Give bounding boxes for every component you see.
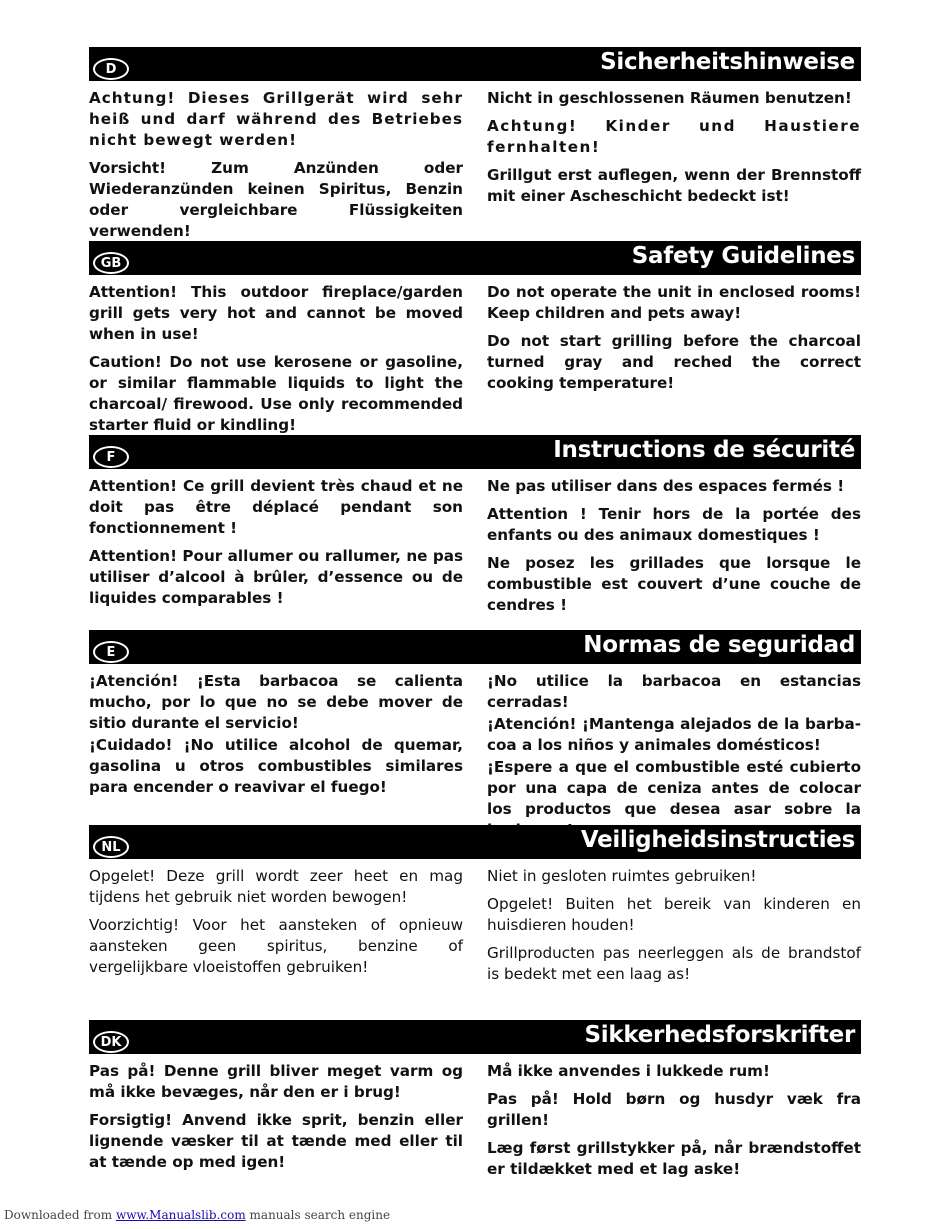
- safety-text: Attention! Ce grill devient très chaud et ne doit pas être déplacé pendant son fonctionnement !: [89, 477, 463, 537]
- section-title: Veiligheidsinstructies: [580, 827, 855, 853]
- left-column: [89, 88, 463, 249]
- section-title: Sicherheitshinweise: [600, 49, 855, 75]
- safety-text: Ne posez les grillades que lorsque le combustible est couvert d’une couche de cendres !: [487, 554, 861, 614]
- left-column: [89, 476, 463, 623]
- safety-text: Må ikke anvendes i lukkede rum!: [487, 1062, 770, 1080]
- safety-text: Forsigtig! Anvend ikke sprit, benzin eller lignende væsker til at tænde med eller til at tænde op med igen!: [89, 1111, 463, 1171]
- section-dk: [89, 1020, 861, 1187]
- safety-text: Pas på! Denne grill bliver meget varm og må ikke bevæges, når den er i brug!: [89, 1062, 463, 1101]
- section-title: Instructions de sécurité: [553, 437, 855, 463]
- section-title: Normas de seguridad: [583, 632, 855, 658]
- right-column: [487, 671, 861, 848]
- safety-text: ¡Cuidado! ¡No utilice alcohol de quemar, gasolina u otros combustibles similares para encender o reavivar el fuego!: [89, 736, 463, 796]
- left-column: [89, 671, 463, 848]
- safety-text: Læg først grillstykker på, når brændstoffet er tildækket med et lag aske!: [487, 1139, 861, 1178]
- safety-text: Opgelet! Buiten het bereik van kinderen en huisdieren houden!: [487, 895, 861, 934]
- safety-text: Do not start grilling before the charcoal turned gray and reched the correct cooking temperature!: [487, 332, 861, 392]
- right-column: [487, 866, 861, 992]
- safety-text: Nicht in geschlossenen Räumen benutzen!: [487, 89, 852, 107]
- safety-text: ¡Atención! ¡Mantenga alejados de la barba-coa a los niños y animales domésticos!: [487, 715, 861, 754]
- safety-text: Voorzichtig! Voor het aansteken of opnieuw aansteken geen spiritus, benzine of vergelijkbare vloeistoffen gebruiken!: [89, 916, 463, 976]
- language-badge: E: [93, 641, 129, 663]
- safety-text: Attention! This outdoor fireplace/garden grill gets very hot and cannot be moved when in use!: [89, 283, 463, 343]
- section-nl: [89, 825, 861, 992]
- right-column: [487, 282, 861, 443]
- safety-text: Grillproducten pas neerleggen als de brandstof is bedekt met een laag as!: [487, 944, 861, 983]
- safety-text: Achtung! Dieses Grillgerät wird sehr heiß und darf während des Betriebes nicht bewegt werden!: [89, 89, 463, 149]
- section-header: [89, 630, 861, 664]
- safety-text: ¡Atención! ¡Esta barbacoa se calienta mucho, por lo que no se debe mover de sitio durante el servicio!: [89, 672, 463, 732]
- right-column: [487, 476, 861, 623]
- language-badge: GB: [93, 252, 129, 274]
- safety-text: ¡Espere a que el combustible esté cubierto por una capa de ceniza antes de colocar los productos que desea asar sobre la: [487, 758, 861, 818]
- footer: [4, 1208, 390, 1222]
- language-badge: D: [93, 58, 129, 80]
- section-header: [89, 435, 861, 469]
- safety-text: Niet in gesloten ruimtes gebruiken!: [487, 867, 757, 885]
- right-column: [487, 88, 861, 249]
- language-badge: DK: [93, 1031, 129, 1053]
- language-badge: F: [93, 446, 129, 468]
- safety-text: Do not operate the unit in enclosed rooms! Keep children and pets away!: [487, 283, 861, 322]
- safety-text: Caution! Do not use kerosene or gasoline, or similar flammable liquids to light the charcoal/ firewood. Use only recommended starter fluid or kindling!: [89, 353, 463, 434]
- manualslib-link[interactable]: www.Manualslib.com: [115, 1208, 246, 1222]
- section-de: [89, 47, 861, 249]
- language-badge: NL: [93, 836, 129, 858]
- section-title: Sikkerhedsforskrifter: [584, 1022, 855, 1048]
- safety-text: ¡No utilice la barbacoa en estancias cerradas!: [487, 672, 861, 711]
- safety-text: Attention ! Tenir hors de la portée des enfants ou des animaux domestiques !: [487, 505, 861, 544]
- safety-text: Pas på! Hold børn og husdyr væk fra grillen!: [487, 1090, 861, 1129]
- safety-text: Achtung! Kinder und Haustiere fernhalten!: [487, 117, 861, 156]
- safety-text: Grillgut erst auflegen, wenn der Brennstoff mit einer Ascheschicht bedeckt ist!: [487, 166, 861, 205]
- section-header: [89, 1020, 861, 1054]
- safety-text: Opgelet! Deze grill wordt zeer heet en mag tijdens het gebruik niet worden bewogen!: [89, 867, 463, 906]
- section-fr: [89, 435, 861, 623]
- left-column: [89, 866, 463, 992]
- left-column: [89, 282, 463, 443]
- section-header: [89, 825, 861, 859]
- right-column: [487, 1061, 861, 1187]
- section-gb: [89, 241, 861, 443]
- footer-prefix: Downloaded from: [4, 1208, 113, 1222]
- section-es: [89, 630, 861, 848]
- safety-text: Vorsicht! Zum Anzünden oder Wiederanzünden keinen Spiritus, Benzin oder vergleichbare Flüssigkeiten verwenden!: [89, 159, 463, 240]
- section-header: [89, 241, 861, 275]
- safety-text: Attention! Pour allumer ou rallumer, ne pas utiliser d’alcool à brûler, d’essence ou de liquides comparables !: [89, 547, 463, 607]
- section-title: Safety Guidelines: [631, 243, 855, 269]
- footer-suffix: manuals search engine: [249, 1208, 391, 1222]
- left-column: [89, 1061, 463, 1187]
- section-header: [89, 47, 861, 81]
- safety-text: Ne pas utiliser dans des espaces fermés !: [487, 477, 845, 495]
